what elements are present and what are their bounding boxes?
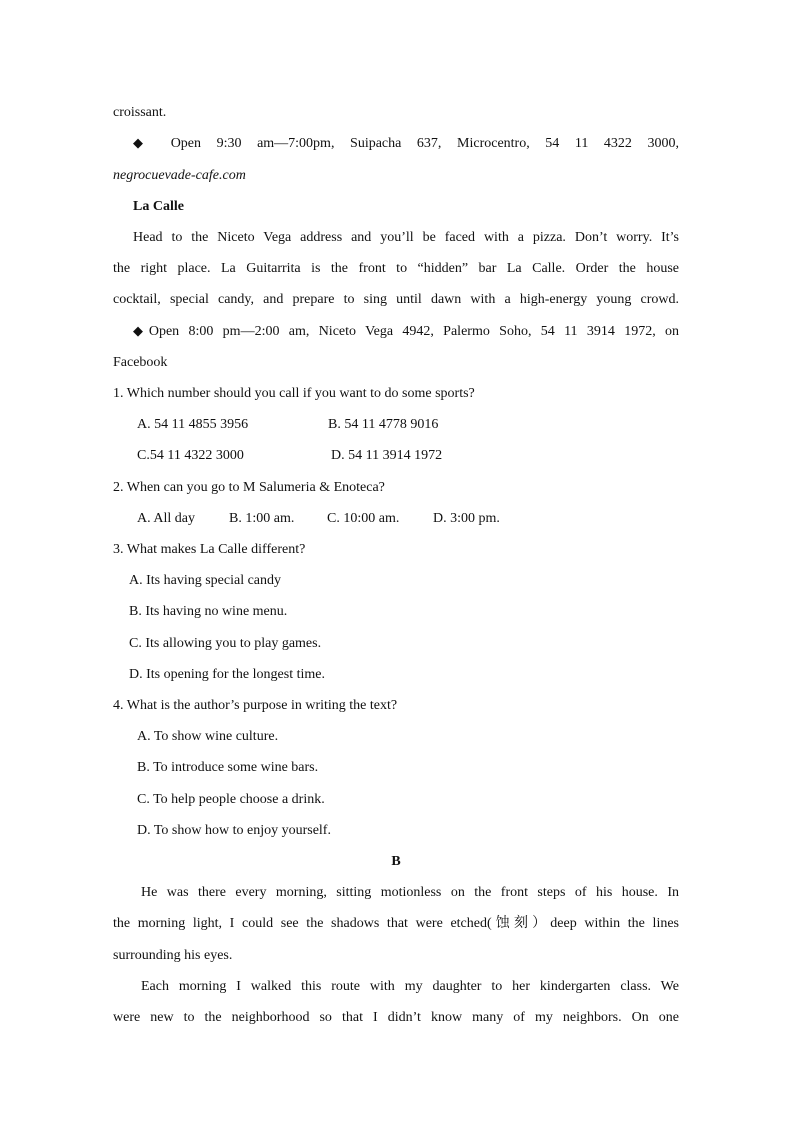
- la-calle-para-line1: Head to the Niceto Vega address and you’ll be faced with a pizza. Don’t worry. It’s: [133, 230, 679, 245]
- question-1-option-a: A. 54 11 4855 3956: [137, 417, 249, 432]
- question-4-stem: 4. What is the author’s purpose in writing the text?: [113, 698, 398, 713]
- black-diamond-icon: ◆: [133, 136, 156, 151]
- section-b-para2-line2: were new to the neighborhood so that I didn’t know many of my neighbors. On one: [113, 1010, 679, 1025]
- la-calle-para-line3: cocktail, special candy, and prepare to sing until dawn with a high-energy young crowd.: [113, 292, 679, 307]
- question-1-option-b: B. 54 11 4778 9016: [328, 417, 439, 432]
- question-4-option-d: D. To show how to enjoy yourself.: [137, 823, 331, 838]
- question-3-option-a: A. Its having special candy: [129, 573, 282, 588]
- la-calle-info-text: Open 8:00 pm—2:00 am, Niceto Vega 4942, Palermo Soho, 54 11 3914 1972, on: [148, 324, 680, 339]
- negro-website: negrocuevade-cafe.com: [113, 168, 246, 183]
- negro-info-line: [133, 134, 679, 154]
- question-4-option-c: C. To help people choose a drink.: [137, 792, 325, 807]
- la-calle-heading: La Calle: [133, 199, 184, 214]
- section-b-para1-line2: the morning light, I could see the shadows that were etched(蚀刻）deep within the lines: [113, 916, 679, 931]
- question-4-option-a: A. To show wine culture.: [137, 729, 279, 744]
- negro-info-text: Open 9:30 am—7:00pm, Suipacha 637, Microcentro, 54 11 4322 3000,: [170, 136, 680, 151]
- question-1-option-c: C.54 11 4322 3000: [137, 448, 244, 463]
- question-3-option-c: C. Its allowing you to play games.: [129, 636, 322, 651]
- question-2-option-a: A. All day: [137, 511, 195, 526]
- la-calle-info-line: [133, 322, 679, 342]
- question-1-option-d: D. 54 11 3914 1972: [331, 448, 443, 463]
- question-3-option-d: D. Its opening for the longest time.: [129, 667, 325, 682]
- section-b-heading: B: [391, 854, 401, 869]
- question-3-option-b: B. Its having no wine menu.: [129, 604, 288, 619]
- section-b-para1-line1: He was there every morning, sitting motionless on the front steps of his house. In: [141, 885, 679, 900]
- question-1-stem: 1. Which number should you call if you want to do some sports?: [113, 386, 475, 401]
- la-calle-para-line2: the right place. La Guitarrita is the front to “hidden” bar La Calle. Order the house: [113, 261, 679, 276]
- question-2-option-b: B. 1:00 am.: [229, 511, 295, 526]
- question-4-option-b: B. To introduce some wine bars.: [137, 760, 319, 775]
- question-3-stem: 3. What makes La Calle different?: [113, 542, 306, 557]
- section-b-para1-line3: surrounding his eyes.: [113, 948, 233, 963]
- question-2-option-d: D. 3:00 pm.: [433, 511, 500, 526]
- intro-tail: croissant.: [113, 105, 167, 120]
- question-2-option-c: C. 10:00 am.: [327, 511, 400, 526]
- section-b-para2-line1: Each morning I walked this route with my daughter to her kindergarten class. We: [141, 979, 679, 994]
- la-calle-info-line2: Facebook: [113, 355, 168, 370]
- black-diamond-icon: ◆: [133, 324, 149, 339]
- question-2-stem: 2. When can you go to M Salumeria & Enoteca?: [113, 480, 385, 495]
